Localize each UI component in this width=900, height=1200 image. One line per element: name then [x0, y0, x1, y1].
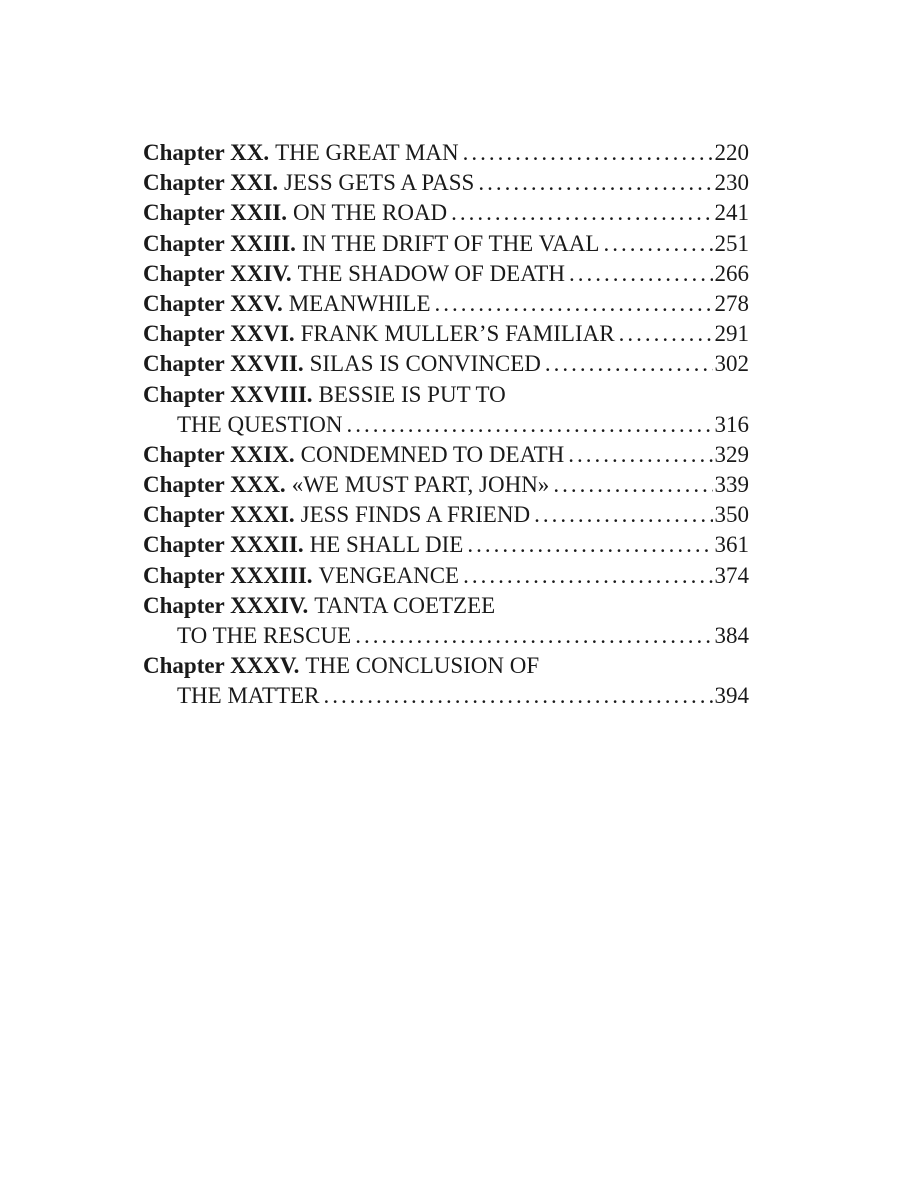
chapter-title-continuation: THE MATTER	[177, 683, 320, 709]
dot-leader	[568, 440, 712, 470]
chapter-title: THE CONCLUSION OF	[305, 653, 540, 679]
page-number: 220	[714, 140, 749, 165]
dot-leader	[478, 168, 712, 198]
toc-line	[143, 198, 749, 228]
toc-entry	[143, 349, 749, 379]
dot-leader	[603, 229, 712, 259]
chapter-label: Chapter XXXV.	[143, 653, 300, 679]
chapter-title: SILAS IS CONVINCED	[309, 351, 541, 377]
dot-leader	[346, 410, 712, 440]
toc-line	[143, 168, 749, 198]
page-number: 291	[714, 321, 749, 347]
chapter-title: THE GREAT MAN	[275, 140, 459, 165]
page-number: 394	[714, 683, 749, 709]
table-of-contents	[143, 138, 749, 712]
dot-leader	[463, 138, 713, 168]
chapter-title: «WE MUST PART, JOHN»	[291, 472, 550, 498]
toc-line	[143, 500, 749, 530]
chapter-label: Chapter XXXIII.	[143, 562, 313, 588]
chapter-title: JESS FINDS A FRIEND	[300, 502, 531, 528]
chapter-label: Chapter XXVIII.	[143, 381, 313, 407]
dot-leader	[451, 198, 712, 228]
toc-line-continuation	[143, 681, 749, 711]
page-number: 241	[714, 200, 749, 226]
page-number: 266	[714, 260, 749, 286]
page-number: 374	[714, 562, 749, 588]
page-number: 316	[714, 411, 749, 437]
dot-leader	[435, 289, 713, 319]
toc-entry	[143, 440, 749, 470]
chapter-title-continuation: THE QUESTION	[177, 411, 343, 437]
toc-line	[143, 380, 749, 410]
page-number: 384	[714, 623, 749, 648]
toc-line	[143, 440, 749, 470]
toc-line	[143, 651, 749, 681]
chapter-label: Chapter XXI.	[143, 170, 279, 196]
page-number: 361	[714, 532, 749, 558]
toc-entry	[143, 319, 749, 349]
chapter-label: Chapter XXIII.	[143, 230, 296, 256]
toc-line	[143, 349, 749, 379]
toc-entry	[143, 530, 749, 560]
toc-line	[143, 289, 749, 319]
page-number: 230	[714, 170, 749, 196]
dot-leader	[569, 259, 713, 289]
toc-entry	[143, 470, 749, 500]
toc-line	[143, 530, 749, 560]
dot-leader	[545, 349, 713, 379]
toc-line	[143, 319, 749, 349]
chapter-title: THE SHADOW OF DEATH	[297, 260, 565, 286]
chapter-label: Chapter XXVII.	[143, 351, 304, 377]
chapter-title: IN THE DRIFT OF THE VAAL	[301, 230, 600, 256]
chapter-title: JESS GETS A PASS	[284, 170, 475, 196]
page-number: 278	[714, 290, 749, 316]
chapter-label: Chapter XXXI.	[143, 502, 295, 528]
chapter-title: CONDEMNED TO DEATH	[300, 441, 565, 467]
chapter-title: HE SHALL DIE	[309, 532, 464, 558]
page-number: 302	[714, 351, 749, 377]
chapter-title: VENGEANCE	[318, 562, 460, 588]
page-number: 350	[714, 502, 749, 528]
toc-line-continuation	[143, 621, 749, 651]
page-number: 251	[714, 230, 749, 256]
dot-leader	[323, 681, 712, 711]
dot-leader	[467, 530, 712, 560]
chapter-title: FRANK MULLER’S FAMILIAR	[300, 321, 615, 347]
page-number: 329	[714, 441, 749, 467]
chapter-label: Chapter XXXIV.	[143, 592, 309, 618]
chapter-title-continuation: TO THE RESCUE	[177, 623, 352, 648]
chapter-title: ON THE ROAD	[292, 200, 448, 226]
chapter-label: Chapter XXV.	[143, 290, 283, 316]
chapter-title: BESSIE IS PUT TO	[318, 381, 506, 407]
dot-leader	[463, 561, 712, 591]
toc-entry	[143, 138, 749, 168]
chapter-label: Chapter XXVI.	[143, 321, 295, 347]
toc-entry	[143, 561, 749, 591]
toc-entry	[143, 168, 749, 198]
toc-entry	[143, 229, 749, 259]
page-number: 339	[714, 472, 749, 498]
chapter-label: Chapter XXIX.	[143, 441, 295, 467]
dot-leader	[619, 319, 713, 349]
toc-line	[143, 259, 749, 289]
toc-line	[143, 470, 749, 500]
toc-entry	[143, 289, 749, 319]
toc-line	[143, 591, 749, 621]
toc-entry	[143, 380, 749, 440]
dot-leader	[355, 621, 712, 651]
toc-entry	[143, 500, 749, 530]
dot-leader	[553, 470, 712, 500]
toc-line	[143, 561, 749, 591]
toc-line	[143, 138, 749, 168]
chapter-title: MEANWHILE	[288, 290, 431, 316]
toc-entry	[143, 259, 749, 289]
toc-line-continuation	[143, 410, 749, 440]
chapter-label: Chapter XX.	[143, 140, 270, 165]
toc-entry	[143, 198, 749, 228]
chapter-label: Chapter XXX.	[143, 472, 286, 498]
chapter-label: Chapter XXII.	[143, 200, 287, 226]
chapter-label: Chapter XXIV.	[143, 260, 292, 286]
toc-entry	[143, 651, 749, 711]
toc-entry	[143, 591, 749, 651]
chapter-title: TANTA COETZEE	[314, 592, 496, 618]
chapter-label: Chapter XXXII.	[143, 532, 304, 558]
dot-leader	[534, 500, 712, 530]
toc-line	[143, 229, 749, 259]
